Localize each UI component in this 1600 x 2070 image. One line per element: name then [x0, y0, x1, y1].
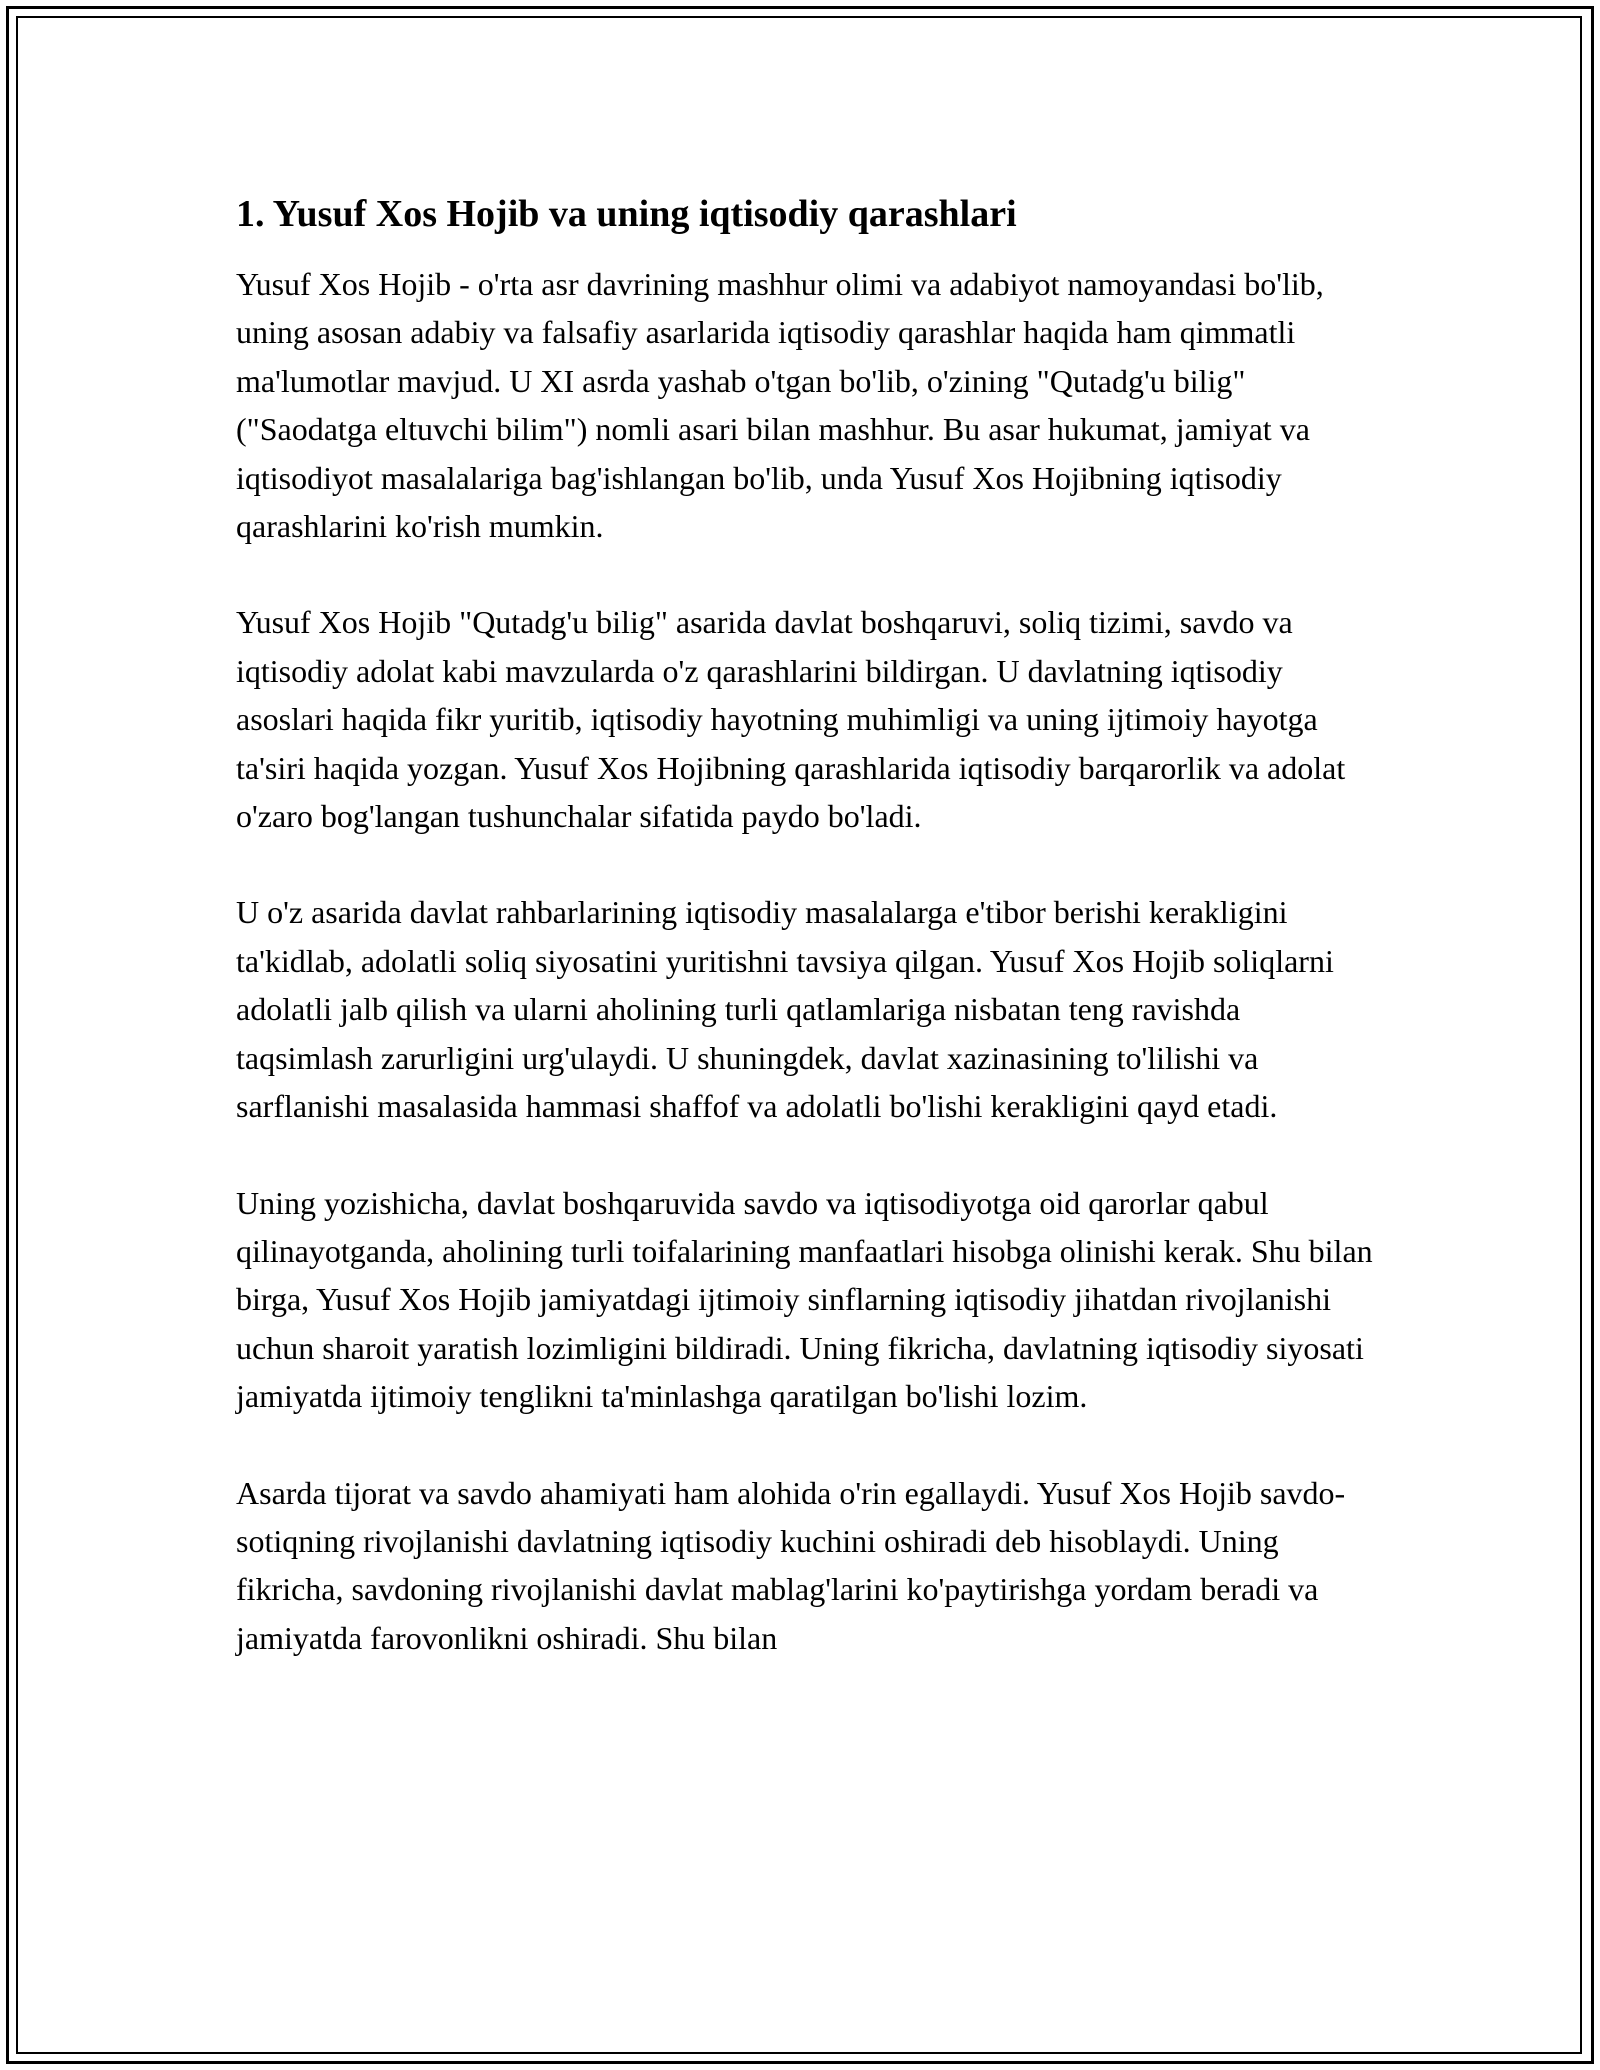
paragraph-3: U o'z asarida davlat rahbarlarining iqtisodiy masalalarga e'tibor berishi kerakligini ta'kidlab, adolatli soliq siyosatini yuritishni tavsiya qilgan. Yusuf Xos Hojib soliqlarni adolatli jalb qilish va ularni aholining turli qatlamlariga nisbatan teng ravishda taqsimlash zarurligini urg'ulaydi. U shuningdek, davlat xazinasining to'lilishi va sarflanishi masalasida hammasi shaffof va adolatli bo'lishi kerakligini qayd etadi. — [236, 894, 1334, 1125]
paragraph-1: Yusuf Xos Hojib - o'rta asr davrining mashhur olimi va adabiyot namoyandasi bo'lib, uning asosan adabiy va falsafiy asarlarida iqtisodiy qarashlar haqida ham qimmatli ma'lumotlar mavjud. U XI asrda yashab o'tgan bo'lib, o'zining "Qutadg'u bilig" ("Saodatga eltuvchi bilim") nomli asari bilan mashhur. Bu asar hukumat, jamiyat va iqtisodiyot masalalariga bag'ishlangan bo'lib, unda Yusuf Xos Hojibning iqtisodiy qarashlarini ko'rish mumkin. — [236, 266, 1324, 545]
paragraph-4: Uning yozishicha, davlat boshqaruvida savdo va iqtisodiyotga oid qarorlar qabul qilinayotganda, aholining turli toifalarining manfaatlari hisobga olinishi kerak. Shu bilan birga, Yusuf Xos Hojib jamiyatdagi ijtimoiy sinflarning iqtisodiy jihatdan rivojlanishi uchun sharoit yaratish lozimligini bildiradi. Uning fikricha, davlatning iqtisodiy siyosati jamiyatda ijtimoiy tenglikni ta'minlashga qaratilgan bo'lishi lozim. — [236, 1184, 1373, 1415]
section-title: 1. Yusuf Xos Hojib va uning iqtisodiy qarashlari — [236, 193, 1017, 235]
document-body — [236, 186, 1376, 1662]
paragraph-5: Asarda tijorat va savdo ahamiyati ham alohida o'rin egallaydi. Yusuf Xos Hojib savdo-sotiqning rivojlanishi davlatning iqtisodiy kuchini oshiradi deb hisoblaydi. Uning fikricha, savdoning rivojlanishi davlat mablag'larini ko'paytirishga yordam beradi va jamiyatda farovonlikni oshiradi. Shu bilan — [236, 1474, 1346, 1656]
paragraph-2: Yusuf Xos Hojib "Qutadg'u bilig" asarida davlat boshqaruvi, soliq tizimi, savdo va iqtisodiy adolat kabi mavzularda o'z qarashlarini bildirgan. U davlatning iqtisodiy asoslari haqida fikr yuritib, iqtisodiy hayotning muhimligi va uning ijtimoiy hayotga ta'siri haqida yozgan. Yusuf Xos Hojibning qarashlarida iqtisodiy barqarorlik va adolat o'zaro bog'langan tushunchalar sifatida paydo bo'ladi. — [236, 604, 1346, 835]
